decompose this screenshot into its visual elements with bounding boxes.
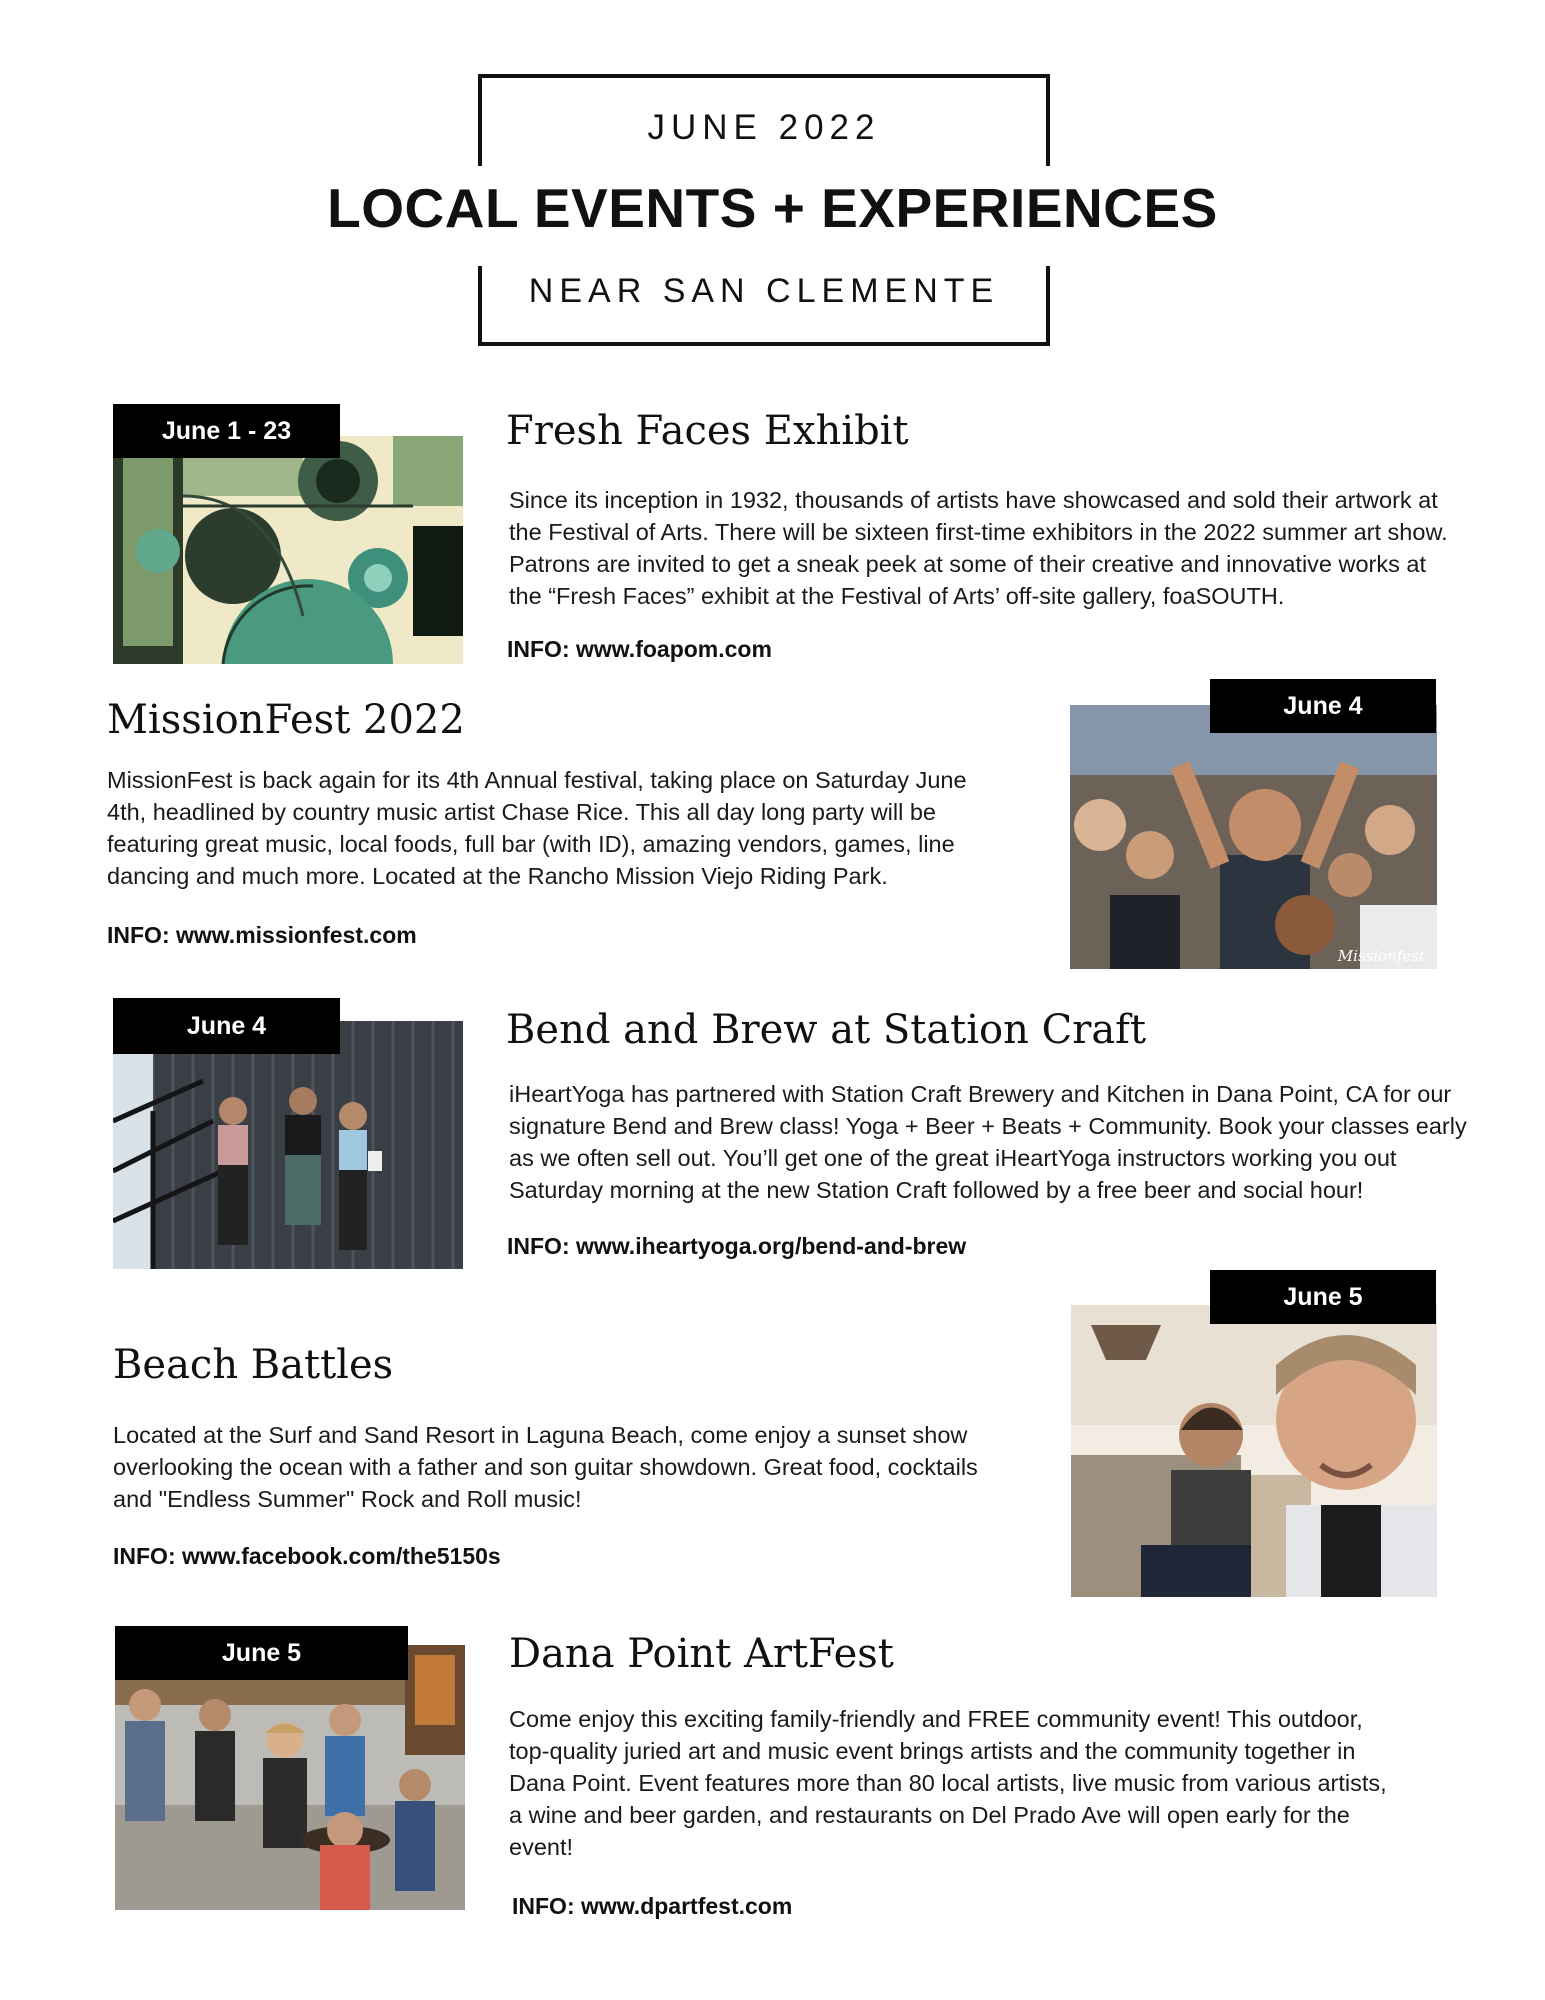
event-info-link[interactable]: INFO: www.missionfest.com [107, 922, 417, 948]
header-subtitle: NEAR SAN CLEMENTE [528, 272, 1000, 310]
event-info-link[interactable]: INFO: www.iheartyoga.org/bend-and-brew [507, 1233, 967, 1259]
event-info-link[interactable]: INFO: www.dpartfest.com [512, 1893, 793, 1919]
event-title: Dana Point ArtFest [509, 1631, 894, 1677]
event-description: iHeartYoga has partnered with Station Craft Brewery and Kitchen in Dana Point, CA for our signature Bend and Brew class! Yoga + Beer + Beats + Community. Book your classes early as we often sell out. You’ll get one of the great iHeartYoga instructors working you out Saturday morning at the new Station Craft followed by a free beer and social hour! [509, 1081, 1467, 1203]
fresh-faces-artwork-image [113, 436, 463, 664]
page-title: LOCAL EVENTS + EXPERIENCES [327, 177, 1218, 239]
event-description: Since its inception in 1932, thousands of artists have showcased and sold their artwork at the Festival of Arts. There will be sixteen first-time exhibitors in the 2022 summer art show. Patrons are invited to get a sneak peek at some of their creative and innovative works at the “Fresh Faces” exhibit at the Festival of Arts’ off-site gallery, foaSOUTH. [509, 487, 1448, 609]
date-badge: June 4 [113, 998, 340, 1054]
date-badge: June 1 - 23 [113, 404, 340, 458]
event-title: MissionFest 2022 [107, 697, 465, 743]
event-title: Fresh Faces Exhibit [506, 408, 909, 454]
event-info-link[interactable]: INFO: www.foapom.com [507, 636, 772, 662]
event-description: Located at the Surf and Sand Resort in Laguna Beach, come enjoy a sunset show overlooking the ocean with a father and son guitar showdown. Great food, cocktails and "Endless Summer" Rock and Roll music! [113, 1422, 978, 1512]
date-badge: June 5 [115, 1626, 408, 1680]
photo-watermark: Missionfest [1337, 947, 1425, 965]
event-info-link[interactable]: INFO: www.facebook.com/the5150s [113, 1543, 501, 1569]
bend-and-brew-yoga-image [113, 1021, 463, 1269]
missionfest-crowd-image [1070, 705, 1437, 969]
artfest-crowd-image [115, 1645, 465, 1910]
event-title: Bend and Brew at Station Craft [506, 1007, 1147, 1053]
event-description: Come enjoy this exciting family-friendly and FREE community event! This outdoor, top-quality juried art and music event brings artists and the community together in Dana Point. Event features more than 80 local artists, live music from various artists, a wine and beer garden, and restaurants on Del Prado Ave will open early for the event! [509, 1706, 1387, 1860]
event-description: MissionFest is back again for its 4th Annual festival, taking place on Saturday June 4th, headlined by country music artist Chase Rice. This all day long party will be featuring great music, local foods, full bar (with ID), amazing vendors, games, line dancing and much more. Located at the Rancho Mission Viejo Riding Park. [107, 767, 967, 889]
header-month: JUNE 2022 [647, 108, 881, 147]
date-badge: June 4 [1210, 679, 1436, 733]
event-title: Beach Battles [113, 1342, 394, 1388]
date-badge: June 5 [1210, 1270, 1436, 1324]
beach-battles-musicians-image [1071, 1305, 1437, 1597]
